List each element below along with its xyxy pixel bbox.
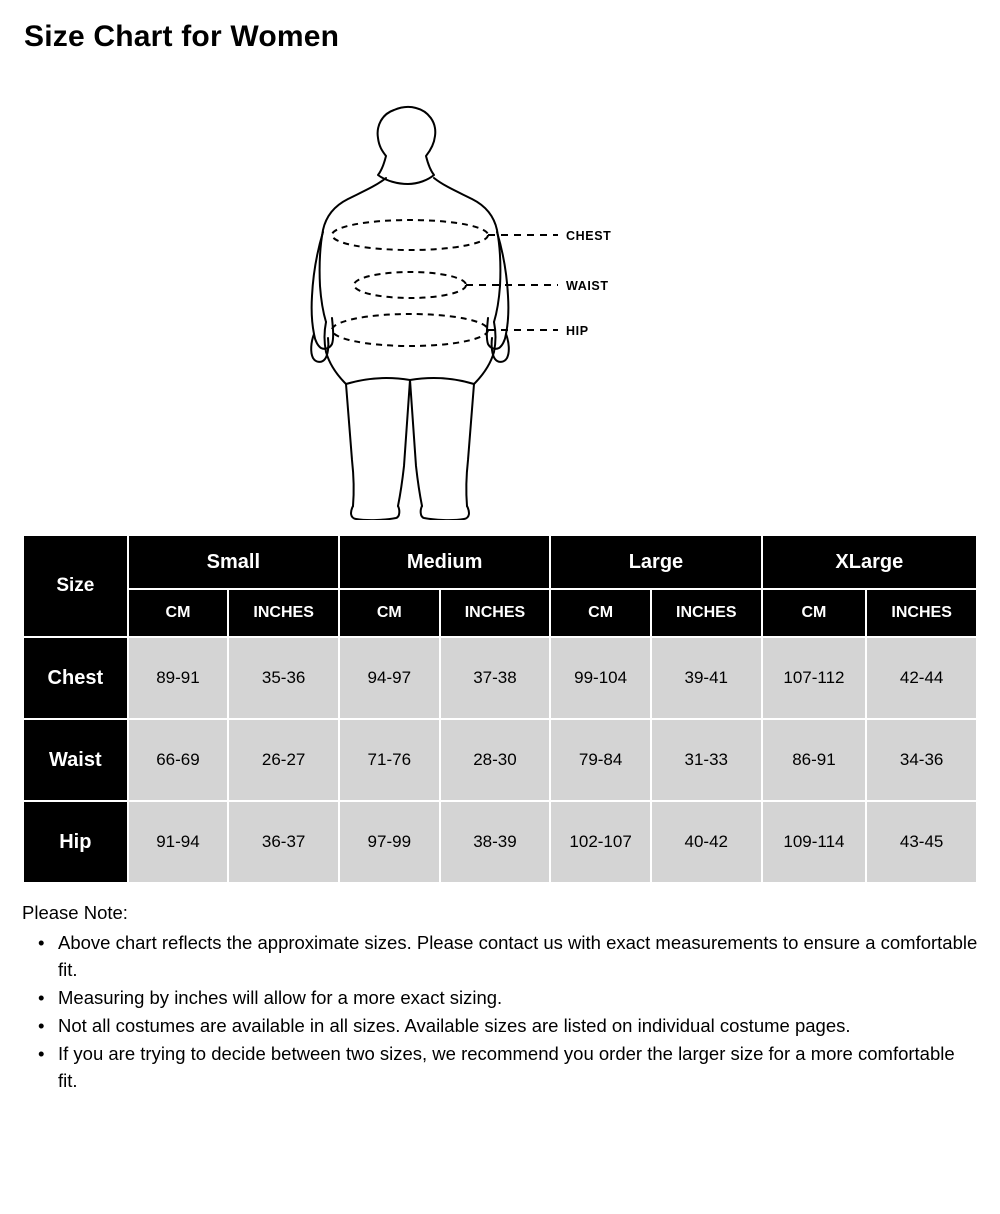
group-header-xlarge: XLarge — [762, 535, 977, 589]
row-label-waist: Waist — [23, 719, 128, 801]
unit-header-large-inches: INCHES — [651, 589, 762, 637]
row-label-hip: Hip — [23, 801, 128, 883]
chest-label: CHEST — [566, 229, 612, 243]
cell-hip-xlarge-inches: 43-45 — [866, 801, 977, 883]
cell-waist-large-cm: 79-84 — [550, 719, 651, 801]
table-row — [23, 719, 977, 801]
size-corner-cell: Size — [23, 535, 128, 637]
cell-hip-xlarge-cm: 109-114 — [762, 801, 867, 883]
table-unit-header-row — [23, 589, 977, 637]
group-header-small: Small — [128, 535, 339, 589]
group-header-medium: Medium — [339, 535, 550, 589]
cell-waist-large-inches: 31-33 — [651, 719, 762, 801]
group-header-large: Large — [550, 535, 761, 589]
notes-heading: Please Note: — [22, 902, 128, 923]
body-figure-container — [22, 80, 978, 520]
cell-hip-small-inches: 36-37 — [228, 801, 339, 883]
unit-header-xlarge-cm: CM — [762, 589, 867, 637]
cell-hip-small-cm: 91-94 — [128, 801, 229, 883]
cell-hip-large-cm: 102-107 — [550, 801, 651, 883]
cell-waist-xlarge-inches: 34-36 — [866, 719, 977, 801]
table-row — [23, 637, 977, 719]
cell-waist-xlarge-cm: 86-91 — [762, 719, 867, 801]
chest-measure-ellipse — [332, 220, 488, 250]
cell-chest-large-inches: 39-41 — [651, 637, 762, 719]
female-body-diagram — [290, 80, 710, 520]
unit-header-medium-inches: INCHES — [440, 589, 551, 637]
cell-waist-medium-cm: 71-76 — [339, 719, 440, 801]
cell-chest-xlarge-cm: 107-112 — [762, 637, 867, 719]
cell-chest-small-cm: 89-91 — [128, 637, 229, 719]
unit-header-small-inches: INCHES — [228, 589, 339, 637]
cell-hip-medium-inches: 38-39 — [440, 801, 551, 883]
notes-list — [22, 930, 978, 1094]
unit-header-medium-cm: CM — [339, 589, 440, 637]
row-label-chest: Chest — [23, 637, 128, 719]
list-item: • If you are trying to decide between two sizes, we recommend you order the larger size for a more comfortable fit. — [38, 1041, 978, 1094]
cell-chest-medium-inches: 37-38 — [440, 637, 551, 719]
table-group-header-row — [23, 535, 977, 589]
notes-section — [22, 900, 978, 1094]
cell-waist-small-cm: 66-69 — [128, 719, 229, 801]
unit-header-xlarge-inches: INCHES — [866, 589, 977, 637]
cell-chest-xlarge-inches: 42-44 — [866, 637, 977, 719]
cell-chest-small-inches: 35-36 — [228, 637, 339, 719]
waist-label: WAIST — [566, 279, 609, 293]
list-item: • Above chart reflects the approximate sizes. Please contact us with exact measurements to ensure a comfortable fit. — [38, 930, 978, 983]
hip-label: HIP — [566, 324, 589, 338]
cell-chest-large-cm: 99-104 — [550, 637, 651, 719]
cell-hip-medium-cm: 97-99 — [339, 801, 440, 883]
unit-header-large-cm: CM — [550, 589, 651, 637]
unit-header-small-cm: CM — [128, 589, 229, 637]
cell-waist-medium-inches: 28-30 — [440, 719, 551, 801]
list-item: • Not all costumes are available in all sizes. Available sizes are listed on individual costume pages. — [38, 1013, 978, 1039]
cell-hip-large-inches: 40-42 — [651, 801, 762, 883]
cell-waist-small-inches: 26-27 — [228, 719, 339, 801]
cell-chest-medium-cm: 94-97 — [339, 637, 440, 719]
table-row — [23, 801, 977, 883]
hip-measure-ellipse — [332, 314, 488, 346]
page-title: Size Chart for Women — [24, 20, 340, 53]
size-chart-page — [0, 20, 1000, 1094]
waist-measure-ellipse — [354, 272, 466, 298]
list-item: • Measuring by inches will allow for a more exact sizing. — [38, 985, 978, 1011]
size-chart-table — [22, 534, 978, 884]
